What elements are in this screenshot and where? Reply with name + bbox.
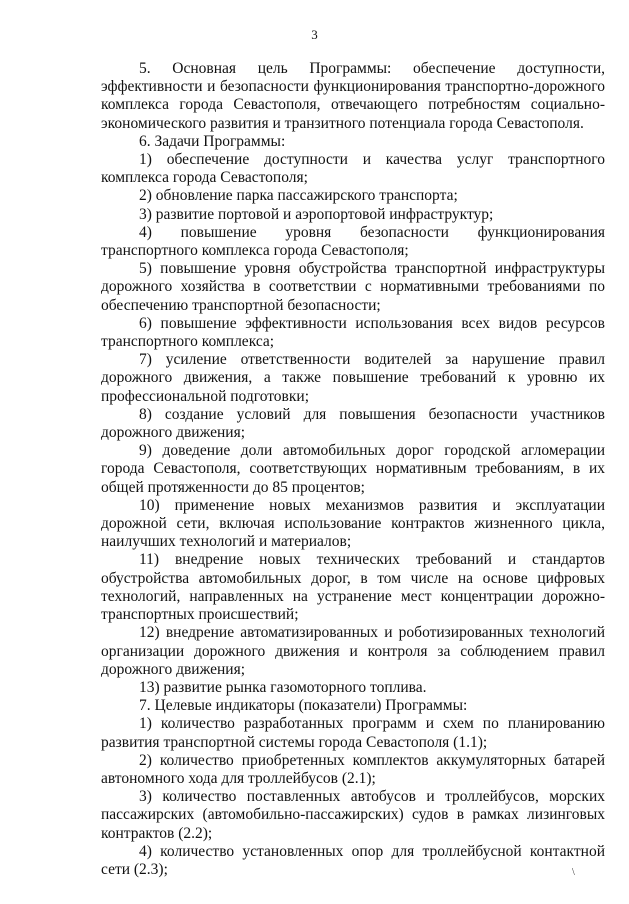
paragraph-indicator-4: 4) количество установленных опор для троллейбусной контактной сети (2.3); — [101, 842, 605, 878]
paragraph-task-1: 1) обеспечение доступности и качества услуг транспортного комплекса города Севастополя; — [101, 151, 605, 187]
paragraph-task-6: 6) повышение эффективности использования всех видов ресурсов транспортного комплекса; — [101, 314, 605, 351]
paragraph-task-4: 4) повышение уровня безопасности функционирования транспортного комплекса города Севастополя; — [101, 223, 605, 260]
paragraph-task-7: 7) усиление ответственности водителей за нарушение правил дорожного движения, а также повышение требований к уровню их профессиональной подготовки; — [101, 351, 605, 405]
paragraph-indicators-heading: 7. Целевые индикаторы (показатели) Программы: — [139, 697, 468, 715]
paragraph-tasks-heading: 6. Задачи Программы: — [139, 132, 286, 150]
document-body — [101, 60, 605, 879]
paragraph-task-10: 10) применение новых механизмов развития и эксплуатации дорожной сети, включая использование контрактов жизненного цикла, наилучших технологий и материалов; — [101, 496, 605, 551]
page-number: 3 — [311, 27, 318, 42]
paragraph-indicator-2: 2) количество приобретенных комплектов аккумуляторных батарей автономного хода для троллейбусов (2.1); — [101, 751, 605, 787]
paragraph-task-3: 3) развитие портовой и аэропортовой инфраструктур; — [139, 205, 494, 223]
paragraph-goal: 5. Основная цель Программы: обеспечение доступности, эффективности и безопасности функционирования транспортно-дорожного комплекса города Севастополя, отвечающего потребностям социально-экономического развития и транзитного потенциала города Севастополя. — [101, 60, 605, 132]
paragraph-task-13: 13) развитие рынка газомоторного топлива. — [139, 678, 427, 696]
paragraph-task-12: 12) внедрение автоматизированных и роботизированных технологий организации дорожного движения и контроля за соблюдением правил дорожного движения; — [101, 624, 605, 678]
paragraph-task-2: 2) обновление парка пассажирского транспорта; — [139, 187, 458, 205]
paragraph-task-5: 5) повышение уровня обустройства транспортной инфраструктуры дорожного хозяйства в соответствии с нормативными требованиями по обеспечению транспортной безопасности; — [101, 260, 605, 314]
paragraph-task-9: 9) доведение доли автомобильных дорог городской агломерации города Севастополя, соответствующих нормативным требованиям, в их общей протяженности до 85 процентов; — [101, 442, 605, 496]
corner-mark: \ — [572, 867, 575, 878]
paragraph-task-8: 8) создание условий для повышения безопасности участников дорожного движения; — [101, 405, 605, 442]
paragraph-indicator-3: 3) количество поставленных автобусов и троллейбусов, морских пассажирских (автомобильно-пассажирских) судов в рамках лизинговых контрактов (2.2); — [101, 788, 605, 842]
paragraph-task-11: 11) внедрение новых технических требований и стандартов обустройства автомобильных дорог, в том числе на основе цифровых технологий, направленных на устранение мест концентрации дорожно-транспортных происшествий; — [101, 551, 605, 624]
paragraph-indicator-1: 1) количество разработанных программ и схем по планированию развития транспортной системы города Севастополя (1.1); — [101, 715, 605, 751]
